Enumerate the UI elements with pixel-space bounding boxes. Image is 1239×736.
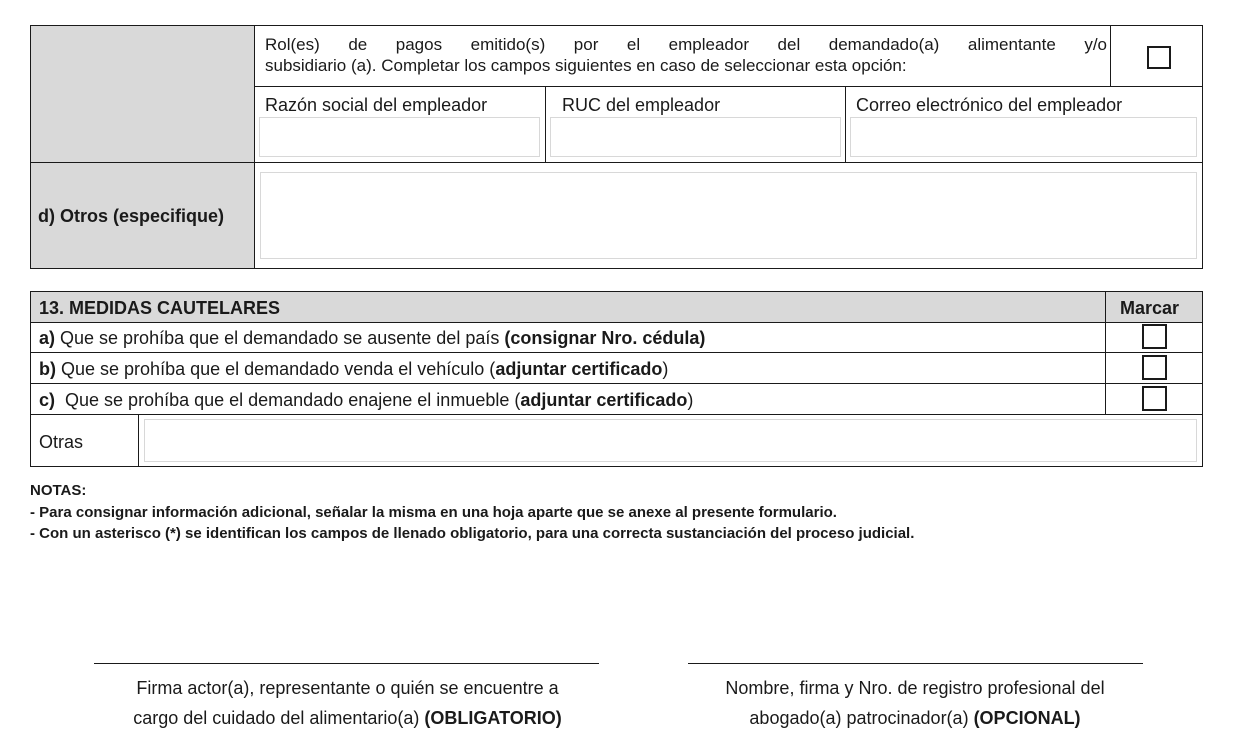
notas-title: NOTAS:	[30, 482, 87, 499]
ruc-input[interactable]	[550, 117, 841, 157]
otros-label: d) Otros (especifique)	[38, 206, 225, 226]
rol-pagos-text-line2: subsidiario (a). Completar los campos siguientes en caso de seleccionar esta opción:	[265, 56, 907, 75]
medidas-title: 13. MEDIDAS CAUTELARES	[39, 298, 281, 318]
medida-bold: adjuntar certificado	[495, 359, 663, 379]
signature-caption-line2	[640, 703, 1190, 733]
ruc-label: RUC del empleador	[562, 95, 721, 115]
rol-pagos-checkbox[interactable]	[1147, 46, 1171, 69]
medida-item-a	[39, 327, 705, 349]
razon-social-label: Razón social del empleador	[265, 95, 488, 115]
marcar-header: Marcar	[1120, 298, 1180, 318]
signature-caption-text: cargo del cuidado del alimentario(a)	[133, 708, 425, 728]
signature-optional-tag: (OPCIONAL)	[973, 708, 1081, 728]
medida-a-checkbox[interactable]	[1142, 324, 1167, 349]
signature-caption-line1: Nombre, firma y Nro. de registro profesional del	[725, 678, 1105, 698]
medida-bold: adjuntar certificado	[520, 390, 688, 410]
medida-text: Que se prohíba que el demandado se ausente del país	[55, 328, 505, 348]
medida-c-checkbox[interactable]	[1142, 386, 1167, 411]
signature-required-tag: (OBLIGATORIO)	[424, 708, 562, 728]
nota-line: - Con un asterisco (*) se identifican los campos de llenado obligatorio, para una correcta sustanciación del proceso judicial.	[30, 525, 915, 542]
medida-tail: )	[662, 359, 669, 379]
razon-social-input[interactable]	[259, 117, 540, 157]
medida-item-b	[39, 358, 668, 380]
medida-letter: a)	[39, 328, 56, 348]
signature-caption-text: abogado(a) patrocinador(a)	[749, 708, 974, 728]
medida-tail: )	[687, 390, 694, 410]
medida-item-c	[39, 389, 693, 411]
otras-label: Otras	[39, 432, 84, 452]
signature-line	[688, 663, 1143, 664]
correo-input[interactable]	[850, 117, 1197, 157]
signature-caption-line2	[60, 703, 635, 733]
medida-letter: c)	[39, 390, 56, 410]
rol-pagos-text-line1: Rol(es) de pagos emitido(s) por el empleador del demandado(a) alimentante y/o	[265, 35, 1107, 54]
employer-label-cell	[31, 26, 255, 163]
correo-label: Correo electrónico del empleador	[856, 95, 1123, 115]
medida-text: Que se prohíba que el demandado enajene el inmueble (	[55, 390, 521, 410]
medida-bold: (consignar Nro. cédula)	[504, 328, 706, 348]
otros-input[interactable]	[260, 172, 1197, 259]
signature-caption-line1: Firma actor(a), representante o quién se encuentre a	[136, 678, 559, 698]
medida-letter: b)	[39, 359, 56, 379]
nota-line: - Para consignar información adicional, señalar la misma en una hoja aparte que se anexe al presente formulario.	[30, 504, 837, 521]
signature-line	[94, 663, 599, 664]
medida-b-checkbox[interactable]	[1142, 355, 1167, 380]
medida-text: Que se prohíba que el demandado venda el vehículo (	[56, 359, 496, 379]
otras-input[interactable]	[144, 419, 1197, 462]
